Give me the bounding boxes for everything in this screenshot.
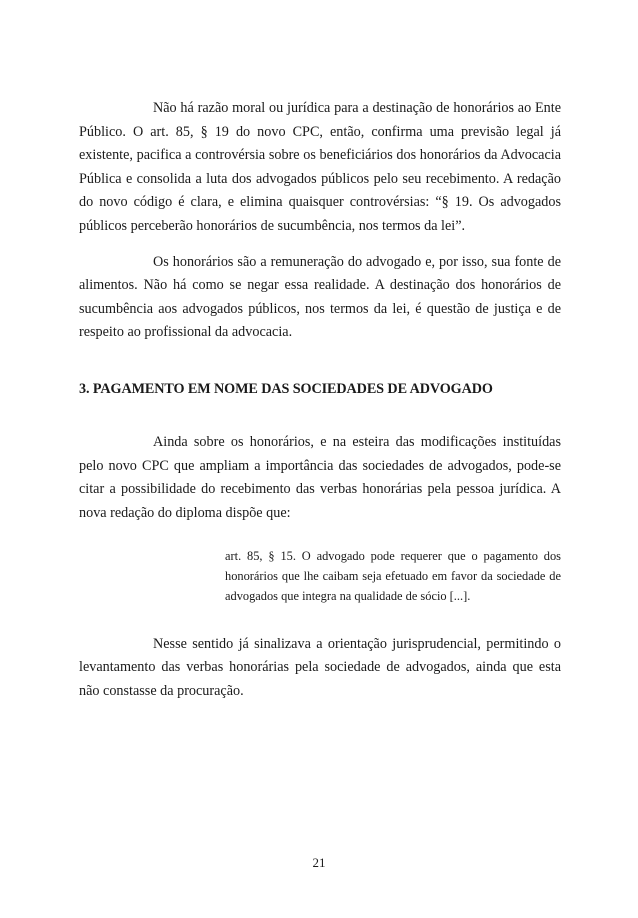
page-number: 21 [312, 855, 326, 870]
paragraph-remuneracao-advogado: Os honorários são a remuneração do advogado e, por isso, sua fonte de alimentos. Não há como se negar essa realidade. A destinação dos honorários de sucumbência aos advogados públicos, nos termos da lei, é questão de justiça e de respeito ao profissional da advocacia. [79, 253, 561, 341]
block-quote-art-85: art. 85, § 15. O advogado pode requerer que o pagamento dos honorários que lhe caibam seja efetuado em favor da sociedade de advogados que integra na qualidade de sócio [...]. [225, 549, 561, 603]
document-page [79, 97, 561, 703]
paragraph-sociedades-advogados: Ainda sobre os honorários, e na esteira das modificações instituídas pelo novo CPC que ampliam a importância das sociedades de advogados, pode-se citar a possibilidade do recebimento das verbas honorárias pela pessoa jurídica. A nova redação do diploma dispõe que: [79, 433, 561, 521]
paragraph-orientacao-jurisprudencial: Nesse sentido já sinalizava a orientação jurisprudencial, permitindo o levantamento das verbas honorárias pela sociedade de advogados, ainda que esta não constasse da procuração. [79, 635, 561, 699]
section-heading: 3. PAGAMENTO EM NOME DAS SOCIEDADES DE ADVOGADO [79, 380, 493, 397]
paragraph-honorarios-ente-publico: Não há razão moral ou jurídica para a destinação de honorários ao Ente Público. O art. 85, § 19 do novo CPC, então, confirma uma previsão legal já existente, pacifica a controvérsia sobre os beneficiários dos honorários da Advocacia Pública e consolida a luta dos advogados públicos pelo seu recebimento. A redação do novo código é clara, e elimina quaisquer controvérsias: “§ 19. Os advogados públicos perceberão honorários de sucumbência, nos termos da lei”. [79, 100, 561, 234]
